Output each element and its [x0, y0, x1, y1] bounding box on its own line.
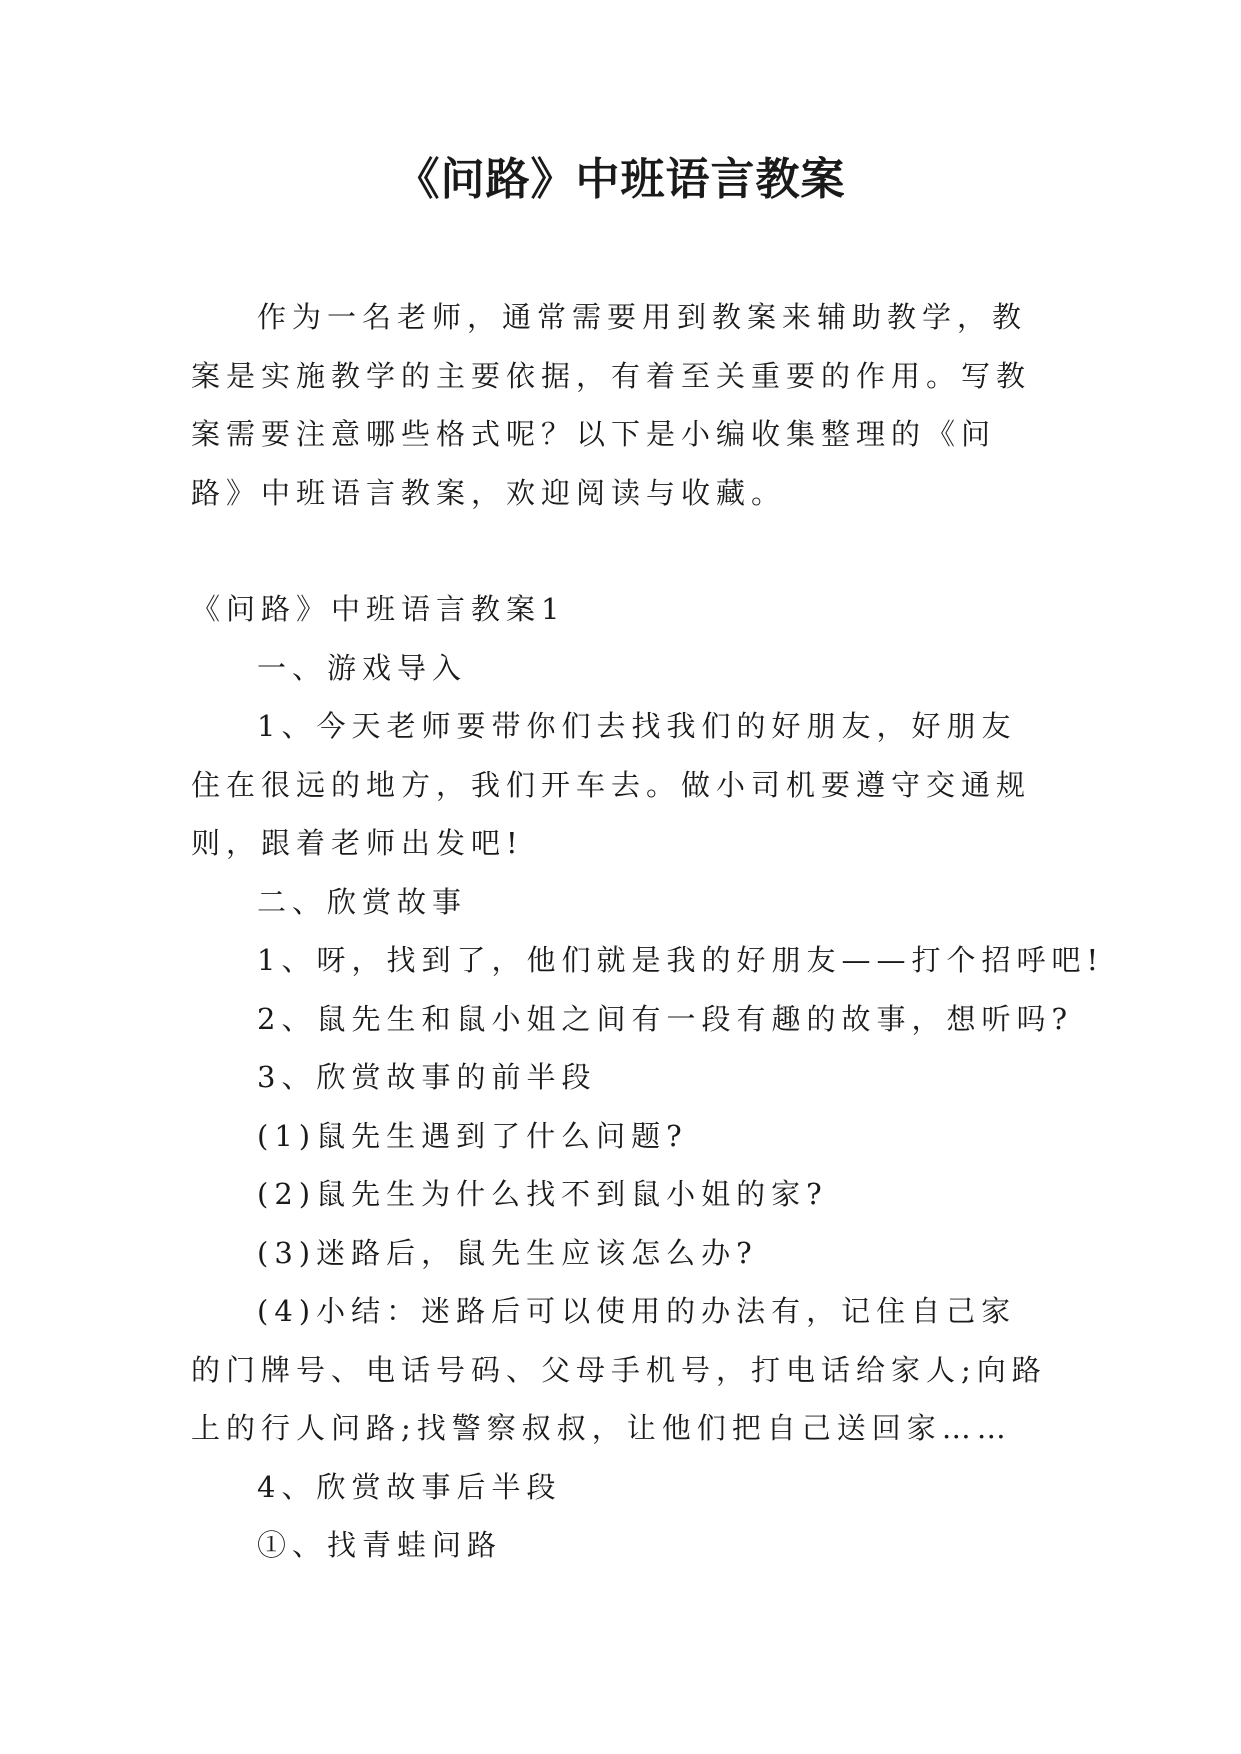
part-heading-story: 二、欣赏故事 — [257, 884, 468, 919]
section-heading: 《问路》中班语言教案1 — [191, 592, 566, 626]
question-item: (1)鼠先生遇到了什么问题? — [257, 1118, 688, 1153]
sub-list-item: ①、找青蛙问路 — [257, 1528, 503, 1562]
list-item: 2、鼠先生和鼠小姐之间有一段有趣的故事，想听吗? — [257, 1001, 1073, 1036]
document-body — [191, 580, 1105, 1575]
question-item: (2)鼠先生为什么找不到鼠小姐的家? — [257, 1177, 828, 1211]
question-item: (3)迷路后，鼠先生应该怎么办? — [257, 1235, 758, 1270]
part-heading-game-intro: 一、游戏导入 — [257, 650, 468, 685]
document-title: 《问路》中班语言教案 — [395, 154, 846, 205]
summary-paragraph: (4)小结：迷路后可以使用的办法有，记住自己家的门牌号、电话号码、父母手机号，打电话给家人;向路上的行人问路;找警察叔叔，让他们把自己送回家…… — [191, 1294, 1047, 1445]
list-item: 3、欣赏故事的前半段 — [257, 1060, 597, 1094]
list-item: 4、欣赏故事后半段 — [257, 1469, 562, 1504]
intro-paragraph: 作为一名老师，通常需要用到教案来辅助教学，教案是实施教学的主要依据，有着至关重要的作用。写教案需要注意哪些格式呢？以下是小编收集整理的《问路》中班语言教案，欢迎阅读与收藏。 — [191, 300, 1032, 510]
paragraph-item: 1、今天老师要带你们去找我们的好朋友，好朋友住在很远的地方，我们开车去。做小司机要遵守交通规则，跟着老师出发吧! — [191, 709, 1032, 860]
list-item: 1、呀，找到了，他们就是我的好朋友——打个招呼吧! — [257, 943, 1105, 977]
